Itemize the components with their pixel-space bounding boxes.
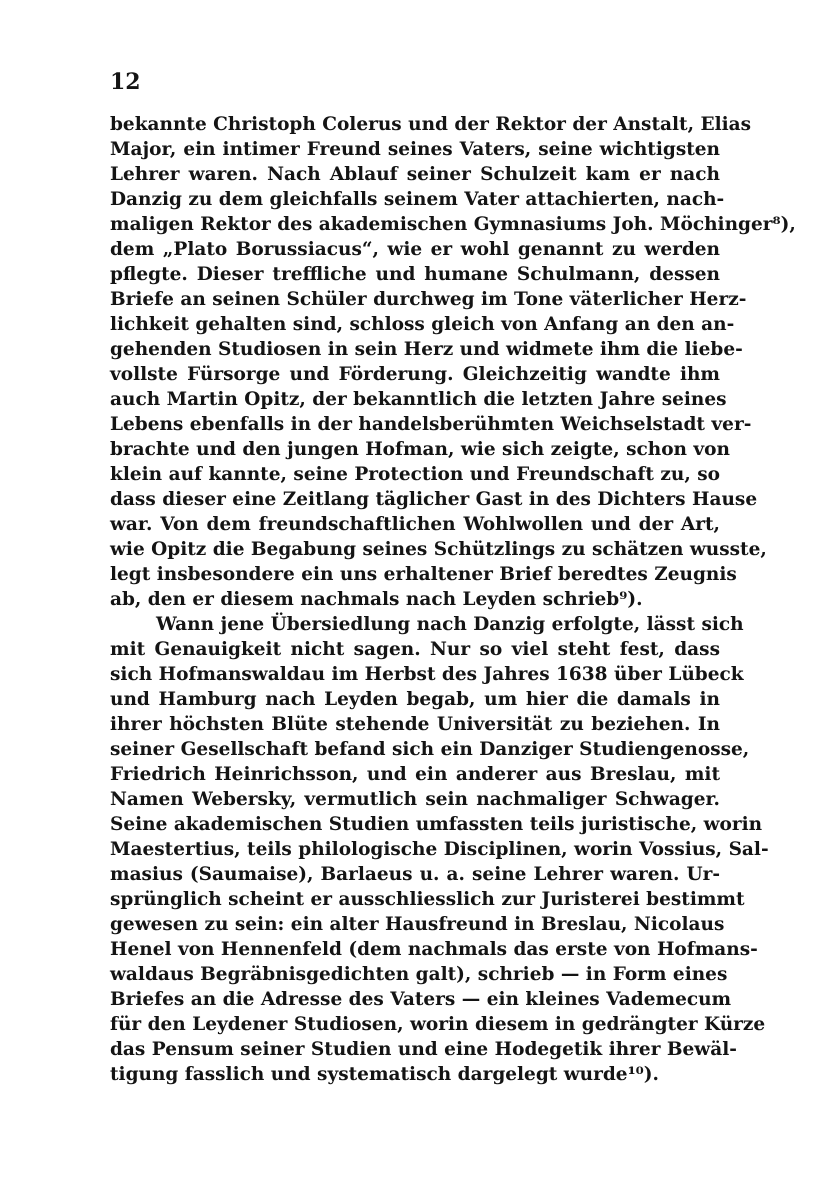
text-line: Danzig zu dem gleichfalls seinem Vater attachierten, nach- [110,189,725,210]
text-line: Lehrer waren. Nach Ablauf seiner Schulzeit kam er nach [110,164,720,185]
text-line: masius (Saumaise), Barlaeus u. a. seine Lehrer waren. Ur- [110,864,720,885]
text-line: gehenden Studiosen in sein Herz und widmete ihm die liebe- [110,339,743,360]
text-line: ihrer höchsten Blüte stehende Universität zu beziehen. In [110,714,720,735]
text-line: war. Von dem freundschaftlichen Wohlwollen und der Art, [110,514,720,535]
text-line: waldaus Begräbnisgedichten galt), schrieb — in Form eines [110,964,728,985]
page-number: 12 [110,69,141,95]
text-line: das Pensum seiner Studien und eine Hodegetik ihrer Bewäl- [110,1039,737,1060]
text-line: pflegte. Dieser treffliche und humane Schulmann, dessen [110,264,720,285]
text-line: auch Martin Opitz, der bekanntlich die letzten Jahre seines [110,389,727,410]
text-line: Lebens ebenfalls in der handelsberühmten Weichselstadt ver- [110,414,752,435]
text-line: Maestertius, teils philologische Disciplinen, worin Vossius, Sal- [110,839,769,860]
text-line: dass dieser eine Zeitlang täglicher Gast in des Dichters Hause [110,489,758,510]
text-line: sich Hofmanswaldau im Herbst des Jahres 1638 über Lübeck [110,664,744,685]
body-text [110,112,796,1087]
text-line: legt insbesondere ein uns erhaltener Brief beredtes Zeugnis [110,564,737,585]
text-line: Friedrich Heinrichsson, und ein anderer aus Breslau, mit [110,764,720,785]
text-line: und Hamburg nach Leyden begab, um hier die damals in [110,689,720,710]
text-line: Seine akademischen Studien umfassten teils juristische, worin [110,814,763,835]
text-line: maligen Rektor des akademischen Gymnasiums Joh. Möchinger⁸), [110,214,796,235]
text-line: bekannte Christoph Colerus und der Rektor der Anstalt, Elias [110,114,752,135]
text-line: vollste Fürsorge und Förderung. Gleichzeitig wandte ihm [110,364,720,385]
text-line: klein auf kannte, seine Protection und Freundschaft zu, so [110,464,720,485]
text-line: für den Leydener Studiosen, worin diesem in gedrängter Kürze [110,1014,766,1035]
text-line: seiner Gesellschaft befand sich ein Danziger Studiengenosse, [110,739,750,760]
text-line: Namen Webersky, vermutlich sein nachmaliger Schwager. [110,789,720,810]
text-line: Henel von Hennenfeld (dem nachmals das erste von Hofmans- [110,939,758,960]
text-line: Briefe an seinen Schüler durchweg im Tone väterlicher Herz- [110,289,747,310]
text-line: brachte und den jungen Hofman, wie sich zeigte, schon von [110,439,730,460]
text-line: tigung fasslich und systematisch dargelegt wurde¹⁰). [110,1064,659,1085]
text-line: dem „Plato Borussiacus“, wie er wohl genannt zu werden [110,239,720,260]
text-line: lichkeit gehalten sind, schloss gleich von Anfang an den an- [110,314,735,335]
text-line: wie Opitz die Begabung seines Schützlings zu schätzen wusste, [110,539,767,560]
text-line: sprünglich scheint er ausschliesslich zur Juristerei bestimmt [110,889,745,910]
text-line: Wann jene Übersiedlung nach Danzig erfolgte, lässt sich [156,614,744,635]
text-line: ab, den er diesem nachmals nach Leyden schrieb⁹). [110,589,643,610]
text-line: Major, ein intimer Freund seines Vaters, seine wichtigsten [110,139,720,160]
text-line: Briefes an die Adresse des Vaters — ein kleines Vademecum [110,989,732,1010]
text-line: gewesen zu sein: ein alter Hausfreund in Breslau, Nicolaus [110,914,725,935]
text-line: mit Genauigkeit nicht sagen. Nur so viel steht fest, dass [110,639,720,660]
